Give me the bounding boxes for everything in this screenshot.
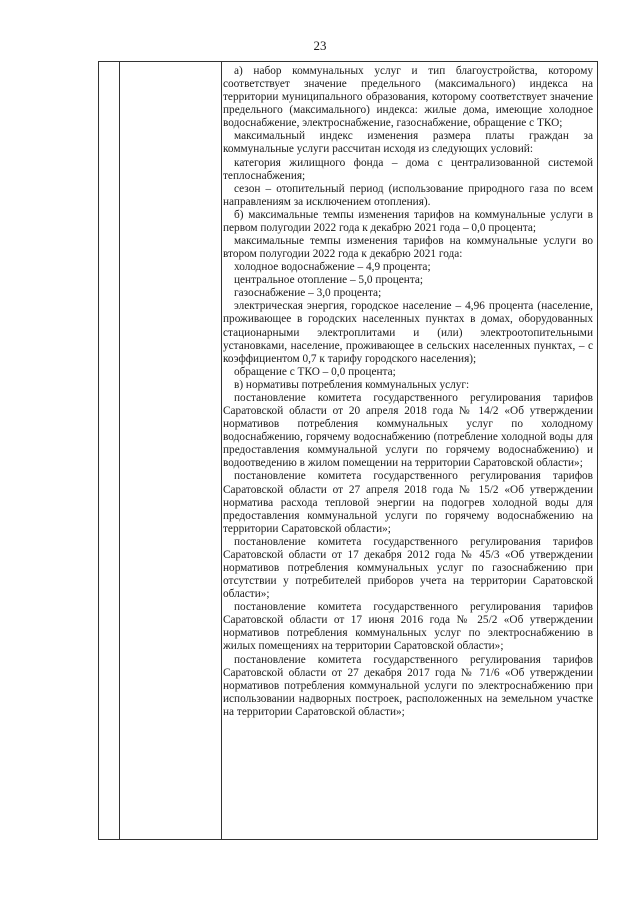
paragraph: сезон – отопительный период (использование природного газа по всем направлениям за исключением отопления). bbox=[223, 182, 593, 208]
paragraph: постановление комитета государственного регулирования тарифов Саратовской области от 27 апреля 2018 года № 15/2 «Об утверждении норматива расхода тепловой энергии на подогрев холодной воды для предоставления коммунальной услуги по горячему водоснабжению на территории Саратовской области»; bbox=[223, 470, 593, 535]
paragraph: в) нормативы потребления коммунальных услуг: bbox=[234, 378, 470, 391]
paragraph: максимальный индекс изменения размера платы граждан за коммунальные услуги рассчитан исходя из следующих условий: bbox=[223, 130, 593, 156]
table-text-cell bbox=[223, 65, 593, 719]
paragraph: постановление комитета государственного регулирования тарифов Саратовской области от 20 апреля 2018 года № 14/2 «Об утверждении нормативов потребления коммунальных услуг по холодному водоснабжению, горячему водоснабжению (потребление холодной воды для предоставления коммунальной услуги по горячему водоснабжению) и водоотведению в жилом помещении на территории Саратовской области»; bbox=[223, 391, 593, 470]
paragraph: постановление комитета государственного регулирования тарифов Саратовской области от 27 декабря 2017 года № 71/6 «Об утверждении нормативов потребления коммунальной услуги по электроснабжению при использовании надворных построек, расположенных на земельном участке на территории Саратовской области»; bbox=[223, 653, 593, 718]
paragraph: категория жилищного фонда – дома с централизованной системой теплоснабжения; bbox=[223, 156, 593, 182]
page-number: 23 bbox=[313, 38, 327, 53]
paragraph: постановление комитета государственного регулирования тарифов Саратовской области от 17 декабря 2012 года № 45/3 «Об утверждении нормативов потребления коммунальных услуг по газоснабжению при отсутствии у потребителей приборов учета на территории Саратовской области»; bbox=[223, 535, 593, 601]
table-column-divider bbox=[221, 62, 222, 839]
paragraph: центральное отопление – 5,0 процента; bbox=[234, 274, 424, 287]
paragraph: постановление комитета государственного регулирования тарифов Саратовской области от 17 июня 2016 года № 25/2 «Об утверждении нормативов потребления коммунальных услуг по электроснабжению в жилых помещениях на территории Саратовской области»; bbox=[223, 601, 593, 653]
document-table bbox=[98, 61, 598, 840]
paragraph: максимальные темпы изменения тарифов на коммунальные услуги во втором полугодии 2022 года к декабрю 2021 года: bbox=[223, 235, 593, 261]
paragraph: а) набор коммунальных услуг и тип благоустройства, которому соответствует значение предельного (максимального) индекса на территории муниципального образования, которому соответствует значение предельного (максимального) индекса: жилые дома, имеющие холодное водоснабжение, электроснабжение, газоснабжение, обращение с ТКО; bbox=[223, 65, 593, 130]
paragraph: обращение с ТКО – 0,0 процента; bbox=[234, 365, 396, 378]
paragraph: электрическая энергия, городское население – 4,96 процента (население, проживающее в городских населенных пунктах в домах, оборудованных стационарными электроплитами и (или) электроотопительными установками, население, проживающее в сельских населенных пунктах, – с коэффициентом 0,7 к тарифу городского населения); bbox=[223, 300, 593, 365]
paragraph: б) максимальные темпы изменения тарифов на коммунальные услуги в первом полугодии 2022 года к декабрю 2021 года – 0,0 процента; bbox=[223, 208, 593, 234]
table-column-divider bbox=[119, 62, 120, 839]
paragraph: газоснабжение – 3,0 процента; bbox=[234, 287, 382, 300]
paragraph: холодное водоснабжение – 4,9 процента; bbox=[234, 261, 431, 274]
